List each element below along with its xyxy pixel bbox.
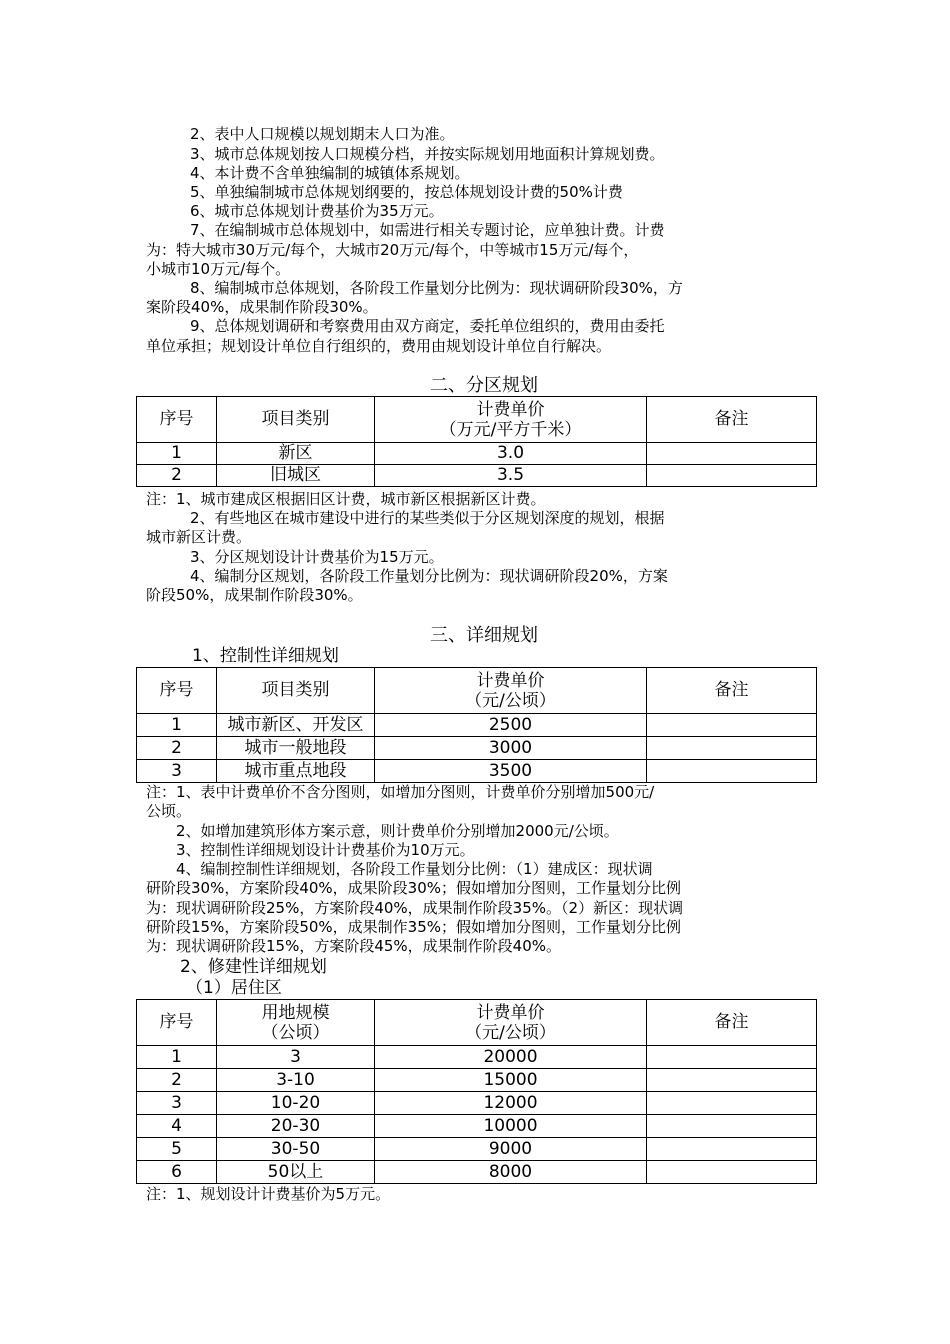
note-line: 5、单独编制城市总体规划纲要的，按总体规划设计费的50%计费 — [190, 183, 623, 201]
note-line: 案阶段40%，成果制作阶段30%。 — [146, 298, 378, 316]
cell-seq: 2 — [137, 737, 217, 760]
table-row — [137, 1046, 817, 1069]
note-line: 研阶段30%，方案阶段40%，成果阶段30%；假如增加分图则，工作量划分比例 — [146, 879, 682, 897]
cell-seq: 1 — [137, 714, 217, 737]
note-line: 3、分区规划设计计费基价为15万元。 — [190, 548, 444, 566]
table-row — [137, 1115, 817, 1138]
note-line: 注：1、城市建成区根据旧区计费，城市新区根据新区计费。 — [146, 490, 546, 508]
table-header-row — [137, 1000, 817, 1046]
header-price: 计费单价 （万元/平方千米） — [375, 397, 647, 443]
cell-price: 2500 — [375, 714, 647, 737]
section-title: 三、详细规划 — [430, 625, 538, 646]
cell-remark — [647, 1115, 817, 1138]
cell-type: 旧城区 — [217, 465, 375, 487]
cell-price: 20000 — [375, 1046, 647, 1069]
note-line: 2、表中人口规模以规划期末人口为准。 — [190, 125, 455, 143]
cell-remark — [647, 760, 817, 783]
note-line: 为：特大城市30万元/每个，大城市20万元/每个，中等城市15万元/每个， — [146, 241, 639, 259]
table-row — [137, 443, 817, 465]
table-header-row — [137, 668, 817, 714]
note-line: 2、如增加建筑形体方案示意，则计费单价分别增加2000元/公顷。 — [176, 822, 619, 840]
note-line: 小城市10万元/每个。 — [146, 260, 291, 278]
cell-price: 8000 — [375, 1161, 647, 1184]
cell-seq: 2 — [137, 465, 217, 487]
cell-price: 12000 — [375, 1092, 647, 1115]
cell-seq: 3 — [137, 760, 217, 783]
note-line: 城市新区计费。 — [146, 528, 252, 546]
cell-price: 3000 — [375, 737, 647, 760]
note-line: 公顷。 — [146, 802, 192, 820]
cell-seq: 3 — [137, 1092, 217, 1115]
note-line: 为：现状调研阶段15%，方案阶段45%，成果制作阶段40%。 — [146, 937, 562, 955]
note-line: 4、编制分区规划，各阶段工作量划分比例为：现状调研阶段20%，方案 — [190, 567, 668, 585]
control-plan-table — [136, 667, 817, 783]
subsection-subtitle: （1）居住区 — [186, 978, 282, 998]
section-title: 二、分区规划 — [430, 375, 538, 396]
header-seq: 序号 — [137, 1000, 217, 1046]
note-line: 8、编制城市总体规划，各阶段工作量划分比例为：现状调研阶段30%，方 — [190, 279, 683, 297]
header-type: 项目类别 — [217, 668, 375, 714]
cell-seq: 1 — [137, 443, 217, 465]
subsection-title: 1、控制性详细规划 — [192, 646, 339, 666]
table-row — [137, 760, 817, 783]
cell-seq: 1 — [137, 1046, 217, 1069]
cell-price: 9000 — [375, 1138, 647, 1161]
subsection-title: 2、修建性详细规划 — [180, 957, 327, 977]
header-remark: 备注 — [647, 1000, 817, 1046]
cell-price: 3500 — [375, 760, 647, 783]
cell-seq: 4 — [137, 1115, 217, 1138]
cell-scale: 3-10 — [217, 1069, 375, 1092]
header-type: 项目类别 — [217, 397, 375, 443]
cell-price: 3.5 — [375, 465, 647, 487]
note-line: 3、城市总体规划按人口规模分档，并按实际规划用地面积计算规划费。 — [190, 145, 665, 163]
table-row — [137, 1092, 817, 1115]
cell-price: 10000 — [375, 1115, 647, 1138]
note-line: 注：1、表中计费单价不含分图则，如增加分图则，计费单价分别增加500元/ — [146, 783, 655, 801]
cell-type: 城市一般地段 — [217, 737, 375, 760]
table-row — [137, 1138, 817, 1161]
cell-seq: 5 — [137, 1138, 217, 1161]
cell-remark — [647, 1046, 817, 1069]
cell-scale: 50以上 — [217, 1161, 375, 1184]
cell-scale: 10-20 — [217, 1092, 375, 1115]
note-line: 3、控制性详细规划设计计费基价为10万元。 — [176, 841, 475, 859]
note-line: 阶段50%，成果制作阶段30%。 — [146, 586, 363, 604]
cell-remark — [647, 737, 817, 760]
cell-remark — [647, 465, 817, 487]
table-row — [137, 1161, 817, 1184]
cell-remark — [647, 1092, 817, 1115]
cell-remark — [647, 1069, 817, 1092]
note-line: 7、在编制城市总体规划中，如需进行相关专题讨论，应单独计费。计费 — [190, 221, 665, 239]
note-line: 6、城市总体规划计费基价为35万元。 — [190, 202, 444, 220]
cell-seq: 2 — [137, 1069, 217, 1092]
cell-price: 15000 — [375, 1069, 647, 1092]
header-seq: 序号 — [137, 668, 217, 714]
cell-remark — [647, 443, 817, 465]
cell-remark — [647, 1161, 817, 1184]
residential-plan-table — [136, 999, 817, 1184]
cell-type: 城市新区、开发区 — [217, 714, 375, 737]
cell-price: 3.0 — [375, 443, 647, 465]
note-line: 4、本计费不含单独编制的城镇体系规划。 — [190, 164, 470, 182]
cell-scale: 20-30 — [217, 1115, 375, 1138]
header-seq: 序号 — [137, 397, 217, 443]
note-line: 为：现状调研阶段25%，方案阶段40%，成果制作阶段35%。（2）新区：现状调 — [146, 899, 684, 917]
table-header-row — [137, 397, 817, 443]
cell-scale: 30-50 — [217, 1138, 375, 1161]
table-row — [137, 714, 817, 737]
header-remark: 备注 — [647, 397, 817, 443]
district-plan-table — [136, 396, 817, 487]
table-row — [137, 737, 817, 760]
table-row — [137, 465, 817, 487]
note-line: 4、编制控制性详细规划，各阶段工作量划分比例：（1）建成区：现状调 — [176, 860, 653, 878]
note-line: 2、有些地区在城市建设中进行的某些类似于分区规划深度的规划，根据 — [190, 509, 665, 527]
cell-scale: 3 — [217, 1046, 375, 1069]
cell-remark — [647, 714, 817, 737]
cell-remark — [647, 1138, 817, 1161]
cell-type: 城市重点地段 — [217, 760, 375, 783]
note-line: 研阶段15%，方案阶段50%，成果制作35%；假如增加分图则，工作量划分比例 — [146, 918, 682, 936]
header-scale: 用地规模 （公顷） — [217, 1000, 375, 1046]
header-remark: 备注 — [647, 668, 817, 714]
note-line: 注：1、规划设计计费基价为5万元。 — [146, 1185, 391, 1203]
cell-seq: 6 — [137, 1161, 217, 1184]
header-price: 计费单价 （元/公顷） — [375, 1000, 647, 1046]
table-row — [137, 1069, 817, 1092]
note-line: 9、总体规划调研和考察费用由双方商定，委托单位组织的，费用由委托 — [190, 317, 665, 335]
cell-type: 新区 — [217, 443, 375, 465]
header-price: 计费单价 （元/公顷） — [375, 668, 647, 714]
note-line: 单位承担；规划设计单位自行组织的，费用由规划设计单位自行解决。 — [146, 337, 612, 355]
